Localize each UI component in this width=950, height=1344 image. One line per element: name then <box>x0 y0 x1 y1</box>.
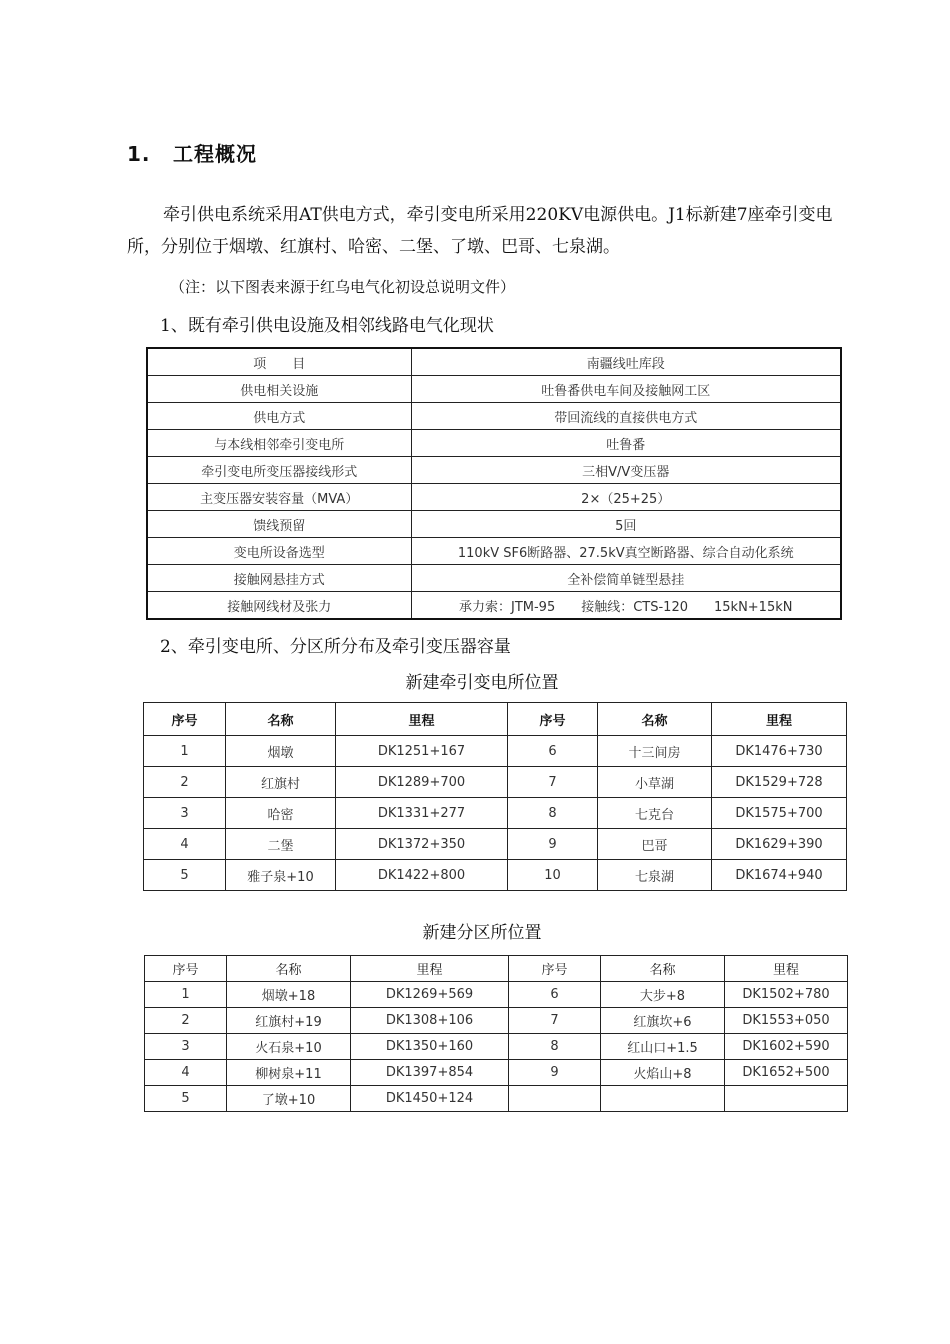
table-cell: 全补偿简单链型悬挂 <box>411 565 841 592</box>
table-cell: 7 <box>508 767 598 798</box>
table-cell: 七克台 <box>598 798 712 829</box>
table-header-cell: 里程 <box>336 703 508 736</box>
table-row <box>147 457 841 484</box>
table-cell: 雅子泉+10 <box>226 860 336 891</box>
table-header-row <box>147 348 841 376</box>
table-cell: 主变压器安装容量（MVA） <box>147 484 411 511</box>
table-cell: 8 <box>508 798 598 829</box>
table-cell: DK1331+277 <box>336 798 508 829</box>
table-header-cell: 名称 <box>226 703 336 736</box>
table-cell: 2 <box>144 767 226 798</box>
table-cell: 5 <box>145 1086 227 1112</box>
table-cell: DK1251+167 <box>336 736 508 767</box>
table-row <box>147 592 841 620</box>
table-cell: 带回流线的直接供电方式 <box>411 403 841 430</box>
table-row <box>145 1060 848 1086</box>
table-cell: DK1674+940 <box>712 860 847 891</box>
table-header-cell: 里程 <box>351 956 509 982</box>
table-row <box>147 376 841 403</box>
table-header-cell: 序号 <box>144 703 226 736</box>
table-cell: DK1629+390 <box>712 829 847 860</box>
table-row <box>147 511 841 538</box>
table-cell: 3 <box>145 1034 227 1060</box>
table-row <box>147 403 841 430</box>
source-note: （注：以下图表来源于红乌电气化初设总说明文件） <box>170 278 516 296</box>
table-cell: 7 <box>509 1008 601 1034</box>
table-cell <box>509 1086 601 1112</box>
table-cell: 吐鲁番 <box>411 430 841 457</box>
table-cell: 吐鲁番供电车间及接触网工区 <box>411 376 841 403</box>
table-cell: 柳树泉+11 <box>227 1060 351 1086</box>
table-cell: 110kV SF6断路器、27.5kV真空断路器、综合自动化系统 <box>411 538 841 565</box>
table-header-cell: 序号 <box>509 956 601 982</box>
heading-number: 1. <box>127 142 151 166</box>
table-cell: 巴哥 <box>598 829 712 860</box>
table-cell: 2×（25+25） <box>411 484 841 511</box>
table-cell: 十三间房 <box>598 736 712 767</box>
table-row <box>144 736 847 767</box>
section-post-location-table <box>144 955 848 1112</box>
table-row <box>147 484 841 511</box>
table-cell: DK1397+854 <box>351 1060 509 1086</box>
table-cell: 承力索：JTM-95 接触线：CTS-120 15kN+15kN <box>411 592 841 620</box>
table-cell: 红旗坎+6 <box>601 1008 725 1034</box>
table-cell: 二堡 <box>226 829 336 860</box>
table-cell: 与本线相邻牵引变电所 <box>147 430 411 457</box>
table-cell: 三相V/V变压器 <box>411 457 841 484</box>
table-row <box>144 860 847 891</box>
table-row <box>147 565 841 592</box>
table-cell: 接触网线材及张力 <box>147 592 411 620</box>
substation-table-caption: 新建牵引变电所位置 <box>405 673 559 693</box>
substation-location-table <box>143 702 847 891</box>
table-cell: 4 <box>144 829 226 860</box>
table-cell: 牵引变电所变压器接线形式 <box>147 457 411 484</box>
table-cell: 4 <box>145 1060 227 1086</box>
table-cell: 3 <box>144 798 226 829</box>
table-cell: DK1602+590 <box>725 1034 848 1060</box>
heading-title: 工程概况 <box>173 142 257 166</box>
section-heading <box>127 138 257 167</box>
table-cell: DK1289+700 <box>336 767 508 798</box>
table-cell: 小草湖 <box>598 767 712 798</box>
table-cell: 变电所设备选型 <box>147 538 411 565</box>
table-header-cell: 序号 <box>145 956 227 982</box>
table-cell: 8 <box>509 1034 601 1060</box>
existing-facilities-table <box>146 347 842 620</box>
table-cell: 1 <box>145 982 227 1008</box>
table-row <box>145 982 848 1008</box>
table-cell: 1 <box>144 736 226 767</box>
table-cell: 项 目 <box>147 348 411 376</box>
table-cell: DK1350+160 <box>351 1034 509 1060</box>
table-cell: 烟墩 <box>226 736 336 767</box>
table-cell: 馈线预留 <box>147 511 411 538</box>
table-header-cell: 名称 <box>598 703 712 736</box>
table-cell: 火石泉+10 <box>227 1034 351 1060</box>
table-cell <box>725 1086 848 1112</box>
table-cell: 2 <box>145 1008 227 1034</box>
table-cell: 烟墩+18 <box>227 982 351 1008</box>
table-cell: DK1476+730 <box>712 736 847 767</box>
table-cell: 红旗村 <box>226 767 336 798</box>
table-row <box>144 829 847 860</box>
table-row <box>147 538 841 565</box>
table-header-cell: 名称 <box>227 956 351 982</box>
table-cell: DK1652+500 <box>725 1060 848 1086</box>
section-post-table-caption: 新建分区所位置 <box>422 923 542 943</box>
table-cell: 大步+8 <box>601 982 725 1008</box>
table-cell: 红旗村+19 <box>227 1008 351 1034</box>
table-cell: 了墩+10 <box>227 1086 351 1112</box>
table-row <box>144 767 847 798</box>
table-cell: 供电方式 <box>147 403 411 430</box>
table-cell: 南疆线吐库段 <box>411 348 841 376</box>
intro-paragraph: 牵引供电系统采用AT供电方式，牵引变电所采用220KV电源供电。J1标新建7座牵引变电所，分别位于烟墩、红旗村、哈密、二堡、了墩、巴哥、七泉湖。 <box>127 205 833 257</box>
table-header-cell: 里程 <box>712 703 847 736</box>
table-cell: 供电相关设施 <box>147 376 411 403</box>
table-cell: 6 <box>509 982 601 1008</box>
table-row <box>145 1086 848 1112</box>
table-cell: 9 <box>509 1060 601 1086</box>
table-header-cell: 里程 <box>725 956 848 982</box>
table-cell: 红山口+1.5 <box>601 1034 725 1060</box>
table-cell: 5回 <box>411 511 841 538</box>
table-row <box>147 430 841 457</box>
table-cell: DK1422+800 <box>336 860 508 891</box>
table-row <box>145 1034 848 1060</box>
table-cell: DK1575+700 <box>712 798 847 829</box>
table-cell: 5 <box>144 860 226 891</box>
table-cell: DK1502+780 <box>725 982 848 1008</box>
table-header-cell: 名称 <box>601 956 725 982</box>
table-cell: 七泉湖 <box>598 860 712 891</box>
table-cell: 火焰山+8 <box>601 1060 725 1086</box>
table-cell: DK1553+050 <box>725 1008 848 1034</box>
table-row <box>145 1008 848 1034</box>
table-cell: DK1450+124 <box>351 1086 509 1112</box>
table-cell: 10 <box>508 860 598 891</box>
table-header-cell: 序号 <box>508 703 598 736</box>
table-cell: 哈密 <box>226 798 336 829</box>
table-header-row <box>144 703 847 736</box>
table-cell: DK1529+728 <box>712 767 847 798</box>
table-cell: 接触网悬挂方式 <box>147 565 411 592</box>
table-header-row <box>145 956 848 982</box>
table-cell: DK1372+350 <box>336 829 508 860</box>
table-cell: DK1269+569 <box>351 982 509 1008</box>
subsection-2-title: 2、牵引变电所、分区所分布及牵引变压器容量 <box>160 637 511 657</box>
table-cell: 6 <box>508 736 598 767</box>
table-cell <box>601 1086 725 1112</box>
table-cell: 9 <box>508 829 598 860</box>
table-row <box>144 798 847 829</box>
subsection-1-title: 1、既有牵引供电设施及相邻线路电气化现状 <box>160 316 494 336</box>
table-cell: DK1308+106 <box>351 1008 509 1034</box>
